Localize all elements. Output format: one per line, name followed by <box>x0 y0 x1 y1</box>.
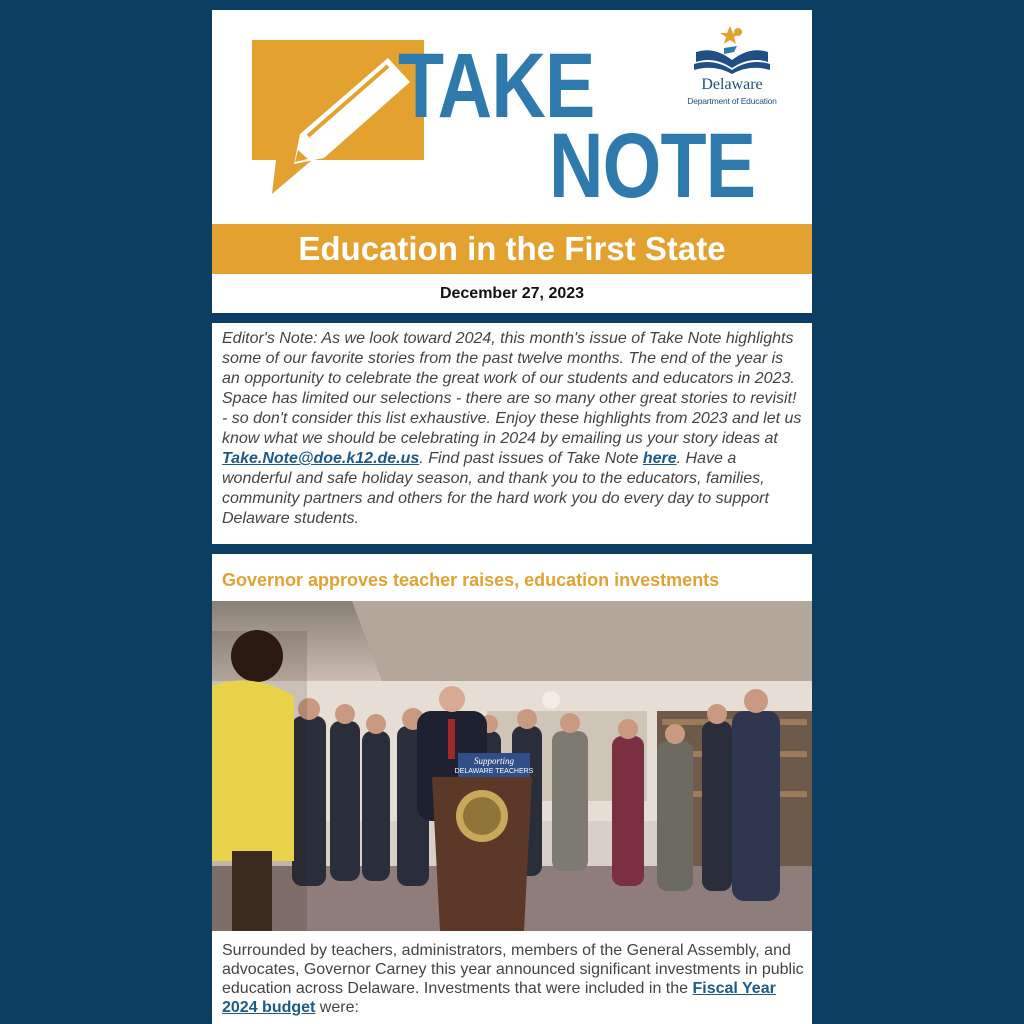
newsletter-header <box>212 10 812 313</box>
delaware-doe-logo <box>680 22 784 106</box>
story-card <box>212 554 812 1024</box>
logo-word-note: NOTE <box>549 115 756 217</box>
org-name: Delaware <box>701 76 763 93</box>
editors-note-section <box>212 323 812 544</box>
fy2024-budget-link[interactable]: Fiscal Year 2024 budget <box>222 980 776 1016</box>
past-issues-link[interactable]: here <box>642 450 677 467</box>
podium-sign-line-1: Supporting <box>473 756 515 766</box>
email-link[interactable]: Take.Note@doe.k12.de.us <box>222 450 420 467</box>
take-note-logo <box>212 10 812 224</box>
editors-note-part-2: . Find past issues of Take Note <box>419 450 643 467</box>
story-body-part-1: Surrounded by teachers, administrators, members of the General Assembly, and advocates, Governor Carney this year announced significant investments in public education across Delaware. Investments that were included in the <box>222 942 804 997</box>
story-title: Governor approves teacher raises, education investments <box>222 570 720 590</box>
editors-note-part-1: Editor's Note: As we look toward 2024, this month's issue of Take Note highlights some of our favorite stories from the past twelve months. The end of the year is an opportunity to celebrate the great work of our students and educators in 2023. Space has limited our selections - there are so many other great stories to revisit! - so don't consider this list exhaustive. Enjoy these highlights from 2023 and let us know what we should be celebrating in 2024 by emailing us your story ideas at <box>222 330 802 447</box>
story-photo <box>212 601 812 931</box>
org-subtitle: Department of Education <box>687 96 777 106</box>
editors-note-part-3: . Have a wonderful and safe holiday season, and thank you to the educators, families, community partners and others for the hard work you do every day to support Delaware students. <box>222 450 769 527</box>
story-body-text <box>222 941 807 1017</box>
story-body-part-2: were: <box>315 999 359 1016</box>
press-conference-photo <box>212 601 812 931</box>
newsletter-tagline-banner: Education in the First State <box>212 224 812 274</box>
star-books-icon <box>680 22 784 78</box>
podium-sign-line-2: DELAWARE TEACHERS <box>454 768 534 775</box>
logo-word-take: TAKE <box>398 35 595 137</box>
issue-date: December 27, 2023 <box>439 285 585 302</box>
editors-note-text <box>222 329 804 529</box>
